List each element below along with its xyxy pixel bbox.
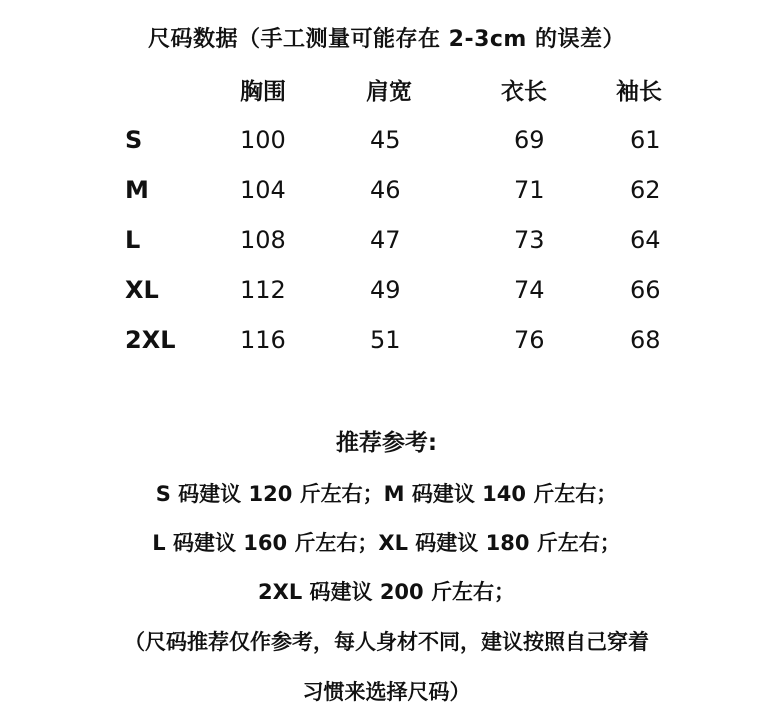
size-label: M (125, 176, 149, 204)
recommendation-line: L 码建议 160 斤左右；XL 码建议 180 斤左右； (152, 531, 621, 555)
table-cell: 104 (240, 176, 286, 204)
table-cell: 61 (630, 126, 661, 154)
recommendation-title: 推荐参考: (335, 430, 438, 456)
table-cell: 49 (370, 276, 401, 304)
table-cell: 112 (240, 276, 286, 304)
header-shoulder: 肩宽 (366, 79, 412, 105)
size-label: XL (125, 276, 159, 304)
table-cell: 62 (630, 176, 661, 204)
recommendation-line: S 码建议 120 斤左右；M 码建议 140 斤左右； (155, 482, 618, 506)
recommendation-note: 习惯来选择尺码） (302, 680, 471, 704)
header-length: 衣长 (501, 79, 547, 105)
table-cell: 64 (630, 226, 661, 254)
table-cell: 45 (370, 126, 401, 154)
recommendation-note: （尺码推荐仅作参考，每人身材不同，建议按照自己穿着 (124, 630, 649, 654)
table-cell: 66 (630, 276, 661, 304)
table-cell: 68 (630, 326, 661, 354)
table-cell: 71 (514, 176, 545, 204)
page-title: 尺码数据（手工测量可能存在 2-3cm 的误差） (147, 27, 626, 52)
recommendation-line: 2XL 码建议 200 斤左右； (258, 580, 515, 604)
size-label: L (125, 226, 141, 254)
header-sleeve: 袖长 (616, 79, 662, 105)
table-cell: 47 (370, 226, 401, 254)
size-label: S (125, 126, 143, 154)
table-cell: 69 (514, 126, 545, 154)
table-cell: 108 (240, 226, 286, 254)
table-cell: 51 (370, 326, 401, 354)
table-cell: 74 (514, 276, 545, 304)
size-label: 2XL (125, 326, 176, 354)
table-cell: 46 (370, 176, 401, 204)
table-cell: 116 (240, 326, 286, 354)
table-cell: 100 (240, 126, 286, 154)
table-cell: 76 (514, 326, 545, 354)
table-cell: 73 (514, 226, 545, 254)
header-chest: 胸围 (240, 79, 286, 105)
